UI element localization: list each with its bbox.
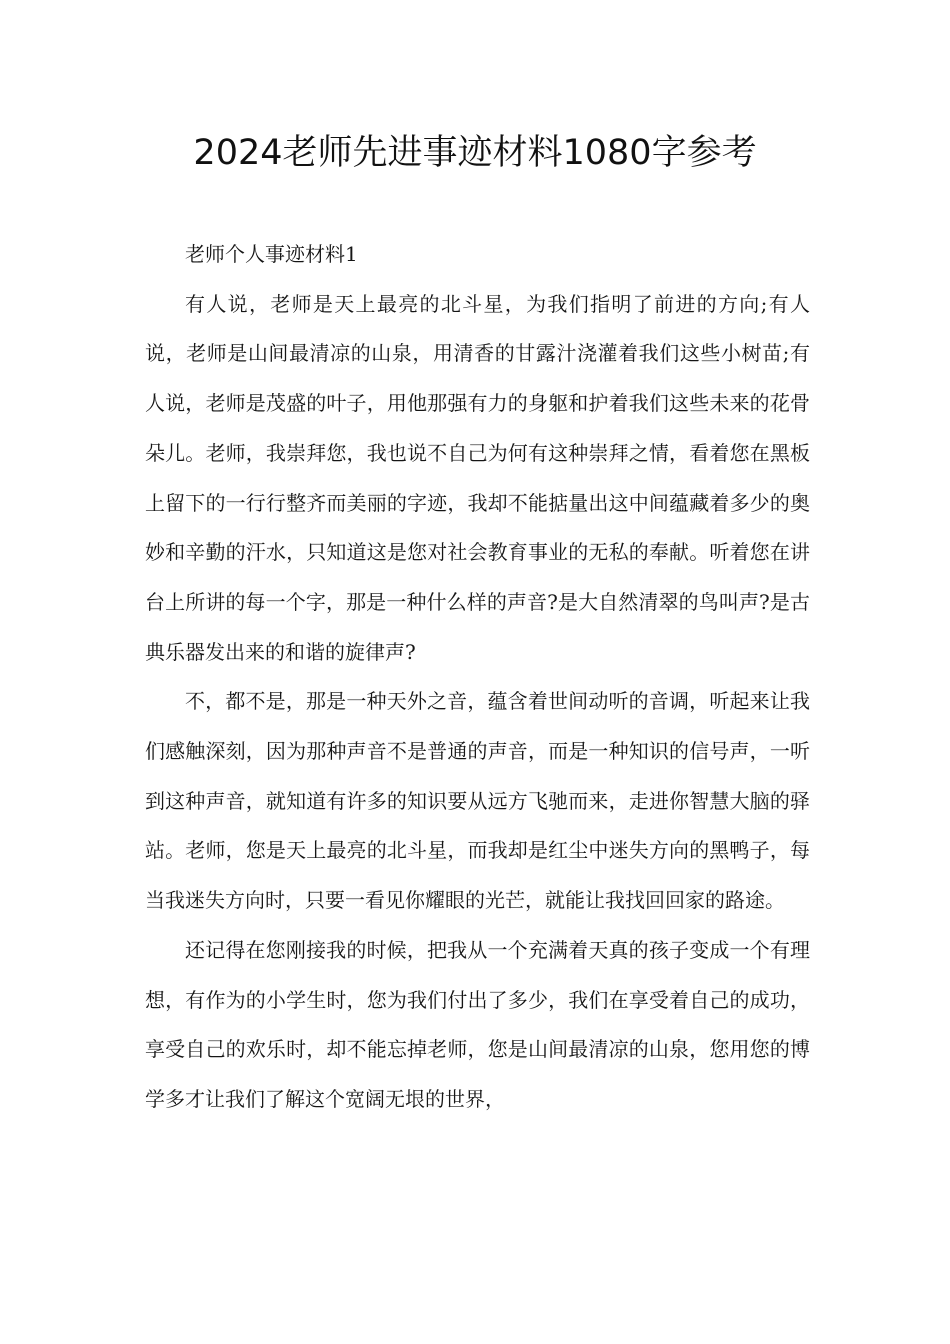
paragraph: 不，都不是，那是一种天外之音，蕴含着世间动听的音调，听起来让我们感触深刻，因为那种声音不是普通的声音，而是一种知识的信号声，一听到这种声音，就知道有许多的知识要从远方飞驰而来，走进你智慧大脑的驿站。老师，您是天上最亮的北斗星，而我却是红尘中迷失方向的黑鸭子，每当我迷失方向时，只要一看见你耀眼的光芒，就能让我找回回家的路途。 [145,689,810,913]
document-body [145,230,810,1125]
paragraph: 还记得在您刚接我的时候，把我从一个充满着天真的孩子变成一个有理想，有作为的小学生时，您为我们付出了多少，我们在享受着自己的成功，享受自己的欢乐时，却不能忘掉老师，您是山间最清凉的山泉，您用您的博学多才让我们了解这个宽阔无垠的世界， [145,937,810,1111]
section-heading: 老师个人事迹材料1 [185,242,358,266]
document-title: 2024老师先进事迹材料1080字参考 [193,133,757,173]
paragraph: 有人说，老师是天上最亮的北斗星，为我们指明了前进的方向;有人说，老师是山间最清凉的山泉，用清香的甘露汁浇灌着我们这些小树苗;有人说，老师是茂盛的叶子，用他那强有力的身躯和护着我们这些未来的花骨朵儿。老师，我崇拜您，我也说不自己为何有这种崇拜之情，看着您在黑板上留下的一行行整齐而美丽的字迹，我却不能掂量出这中间蕴藏着多少的奥妙和辛勤的汗水，只知道这是您对社会教育事业的无私的奉献。听着您在讲台上所讲的每一个字，那是一种什么样的声音?是大自然清翠的鸟叫声?是古典乐器发出来的和谐的旋律声? [145,291,810,664]
